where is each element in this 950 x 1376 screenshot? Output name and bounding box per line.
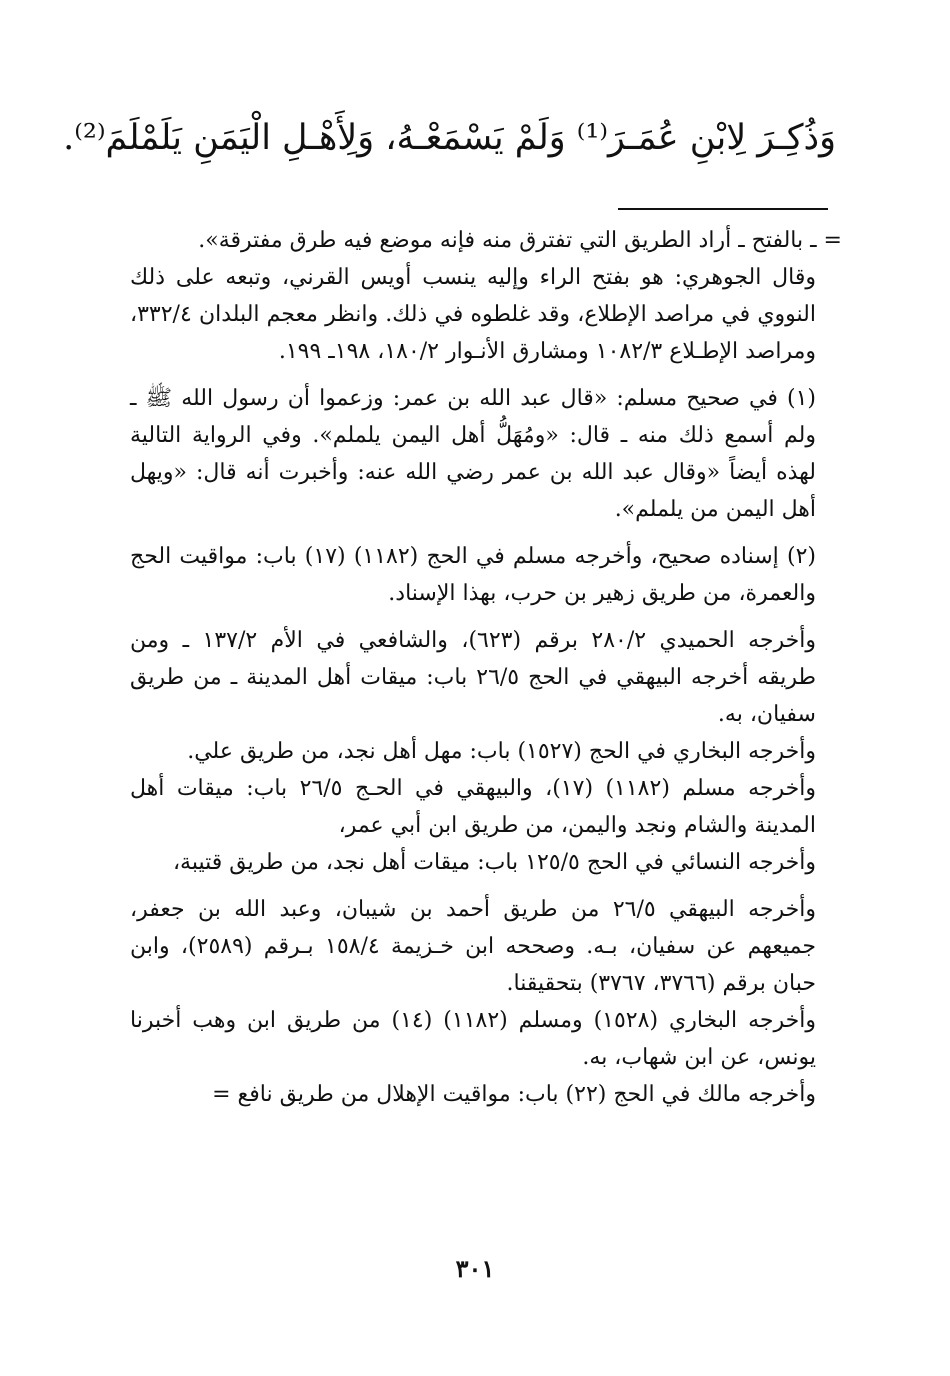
footnote-continuation: = ـ بالفتح ـ أراد الطريق التي تفترق منه فإنه موضع فيه طرق مفترقة».	[198, 228, 842, 253]
hadith-text: وَذُكِـرَ لِابْنِ عُمَـرَ⁽¹⁾ وَلَمْ يَسْمَعْـهُ، وَلِأَهْـلِ الْيَمَنِ يَلَمْلَمَ⁽²⁾.	[63, 118, 836, 158]
footnote-bukhari-1: وأخرجه البخاري في الحج (١٥٢٧) باب: مهل أهل نجد، من طريق علي.	[187, 739, 816, 764]
page-number: ٣٠١	[455, 1254, 495, 1283]
footnote-bayhaqi: وأخرجه البيهقي ٢٦/٥ من طريق أحمد بن شيبان، وعبد الله بن جعفر، جميعهم عن سفيان، بـه. وصححه ابن خـزيمة ١٥٨/٤ بـرقم (٢٥٨٩)، وابن حبان برقم (٣٧٦٦، ٣٧٦٧) بتحقيقنا.	[130, 897, 817, 996]
footnote-nasai: وأخرجه النسائي في الحج ١٢٥/٥ باب: ميقات أهل نجد، من طريق قتيبة،	[172, 850, 816, 875]
footnote-separator	[618, 208, 828, 210]
footnote-humaidi: وأخرجه الحميدي ٢٨٠/٢ برقم (٦٢٣)، والشافعي في الأم ١٣٧/٢ ـ ومن طريقه أخرجه البيهقي في الحج ٢٦/٥ باب: ميقات أهل المدينة ـ من طريق سفيان، به.	[130, 628, 817, 727]
footnote-1: (١) في صحيح مسلم: «قال عبد الله بن عمر: وزعموا أن رسول الله ﷺ ـ ولم أسمع ذلك منه ـ قال: «ومُهَلُّ أهل اليمن يلملم». وفي الرواية التالية لهذه أيضاً «وقال عبد الله بن عمر رضي الله عنه: وأخبرت أنه قال: «ويهل أهل اليمن من يلملم».	[130, 386, 817, 522]
footnotes	[130, 222, 842, 1113]
footnote-jawhari: وقال الجوهري: هو بفتح الراء وإليه ينسب أويس القرني، وتبعه على ذلك النووي في مراصد الإطلاع، وقد غلطوه في ذلك. وانظر معجم البلدان ٣٣٢/٤، ومراصد الإطـلاع ١٠٨٢/٣ ومشارق الأنـوار ١٨٠/٢، ١٩٨ـ ١٩٩.	[130, 265, 816, 364]
footnote-muslim: وأخرجه مسلم (١١٨٢) (١٧)، والبيهقي في الحـج ٢٦/٥ باب: ميقات أهل المدينة والشام ونجد واليمن، من طريق ابن أبي عمر،	[130, 776, 816, 838]
footnote-bukhari-2: وأخرجه البخاري (١٥٢٨) ومسلم (١١٨٢) (١٤) من طريق ابن وهب أخبرنا يونس، عن ابن شهاب، به.	[130, 1008, 816, 1070]
footnote-2: (٢) إسناده صحيح، وأخرجه مسلم في الحج (١١٨٢) (١٧) باب: مواقيت الحج والعمرة، من طريق زهير بن حرب، بهذا الإسناد.	[130, 544, 816, 606]
footnote-malik: وأخرجه مالك في الحج (٢٢) باب: مواقيت الإهلال من طريق نافع =	[212, 1082, 816, 1107]
